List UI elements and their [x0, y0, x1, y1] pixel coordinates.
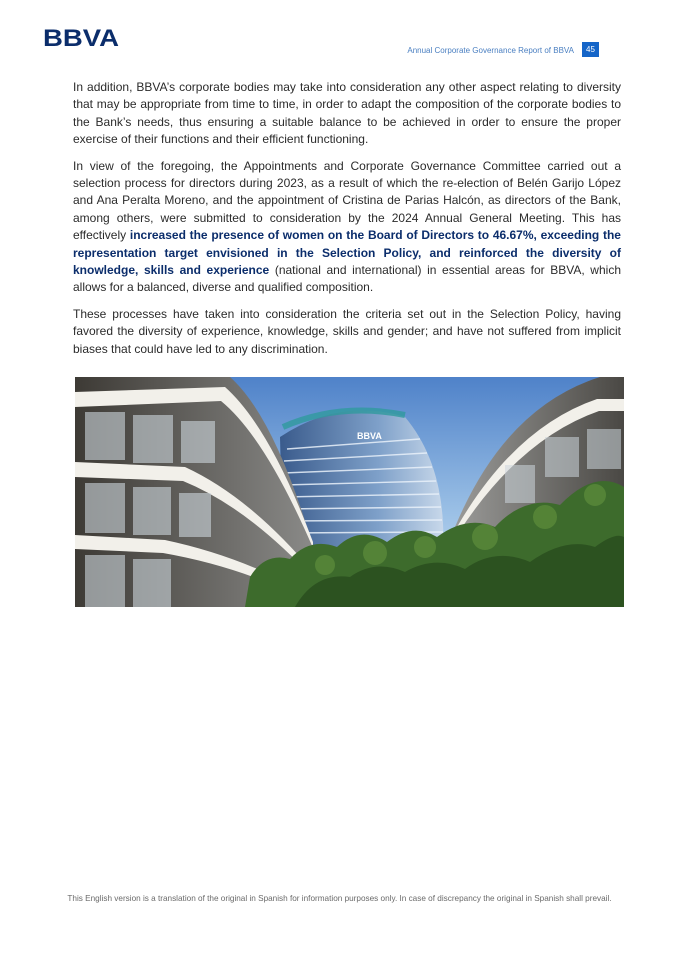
tower-sign: BBVA	[357, 431, 382, 441]
bbva-logo	[43, 26, 119, 48]
footer-disclaimer: This English version is a translation of the original in Spanish for information purposes only. In case of discrepancy the original in Spanish shall prevail.	[67, 894, 612, 903]
paragraph-diversity-aspects: In addition, BBVA’s corporate bodies may take into consideration any other aspect relating to diversity that may be appropriate from time to time, in order to adapt the composition of the corporate bodies to the Bank’s needs, thus ensuring a suitable balance to be achieved in order to ensure the proper exercise of their functions and their efficient functioning.	[73, 80, 621, 147]
paragraph-selection-text-end: (national and international) in essential areas for BBVA, which allows for a balanced, diverse and qualified composition.	[73, 263, 621, 295]
highlighted-statement: increased the presence of women on the Board of Directors to 46.67%, exceeding the representation target envisioned in the Selection Policy, and reinforced the diversity of knowledge, skills and experience	[73, 228, 621, 278]
report-title: Annual Corporate Governance Report of BBVA	[407, 46, 574, 55]
paragraph-selection-criteria: These processes have taken into consideration the criteria set out in the Selection Policy, having favored the diversity of experience, knowledge, skills and gender; and have not suffered from implicit biases that could have led to any discrimination.	[73, 306, 621, 356]
page-number-badge: 45	[582, 42, 599, 57]
bbva-logo-text: BBVA	[43, 26, 119, 48]
paragraph-selection-text: In view of the foregoing, the Appointments and Corporate Governance Committee carried out a selection process for directors during 2023, as a result of which the re-election of Belén Garijo López and Ana Peralta Moreno, and the appointment of Cristina de Parias Halcón, as directors of the Bank, among others, were submitted to consideration by the 2024 Annual General Meeting. This has effectively	[73, 158, 621, 243]
body-text	[73, 79, 621, 367]
paragraph-selection-process	[73, 158, 621, 297]
bbva-headquarters-photo	[75, 377, 624, 607]
